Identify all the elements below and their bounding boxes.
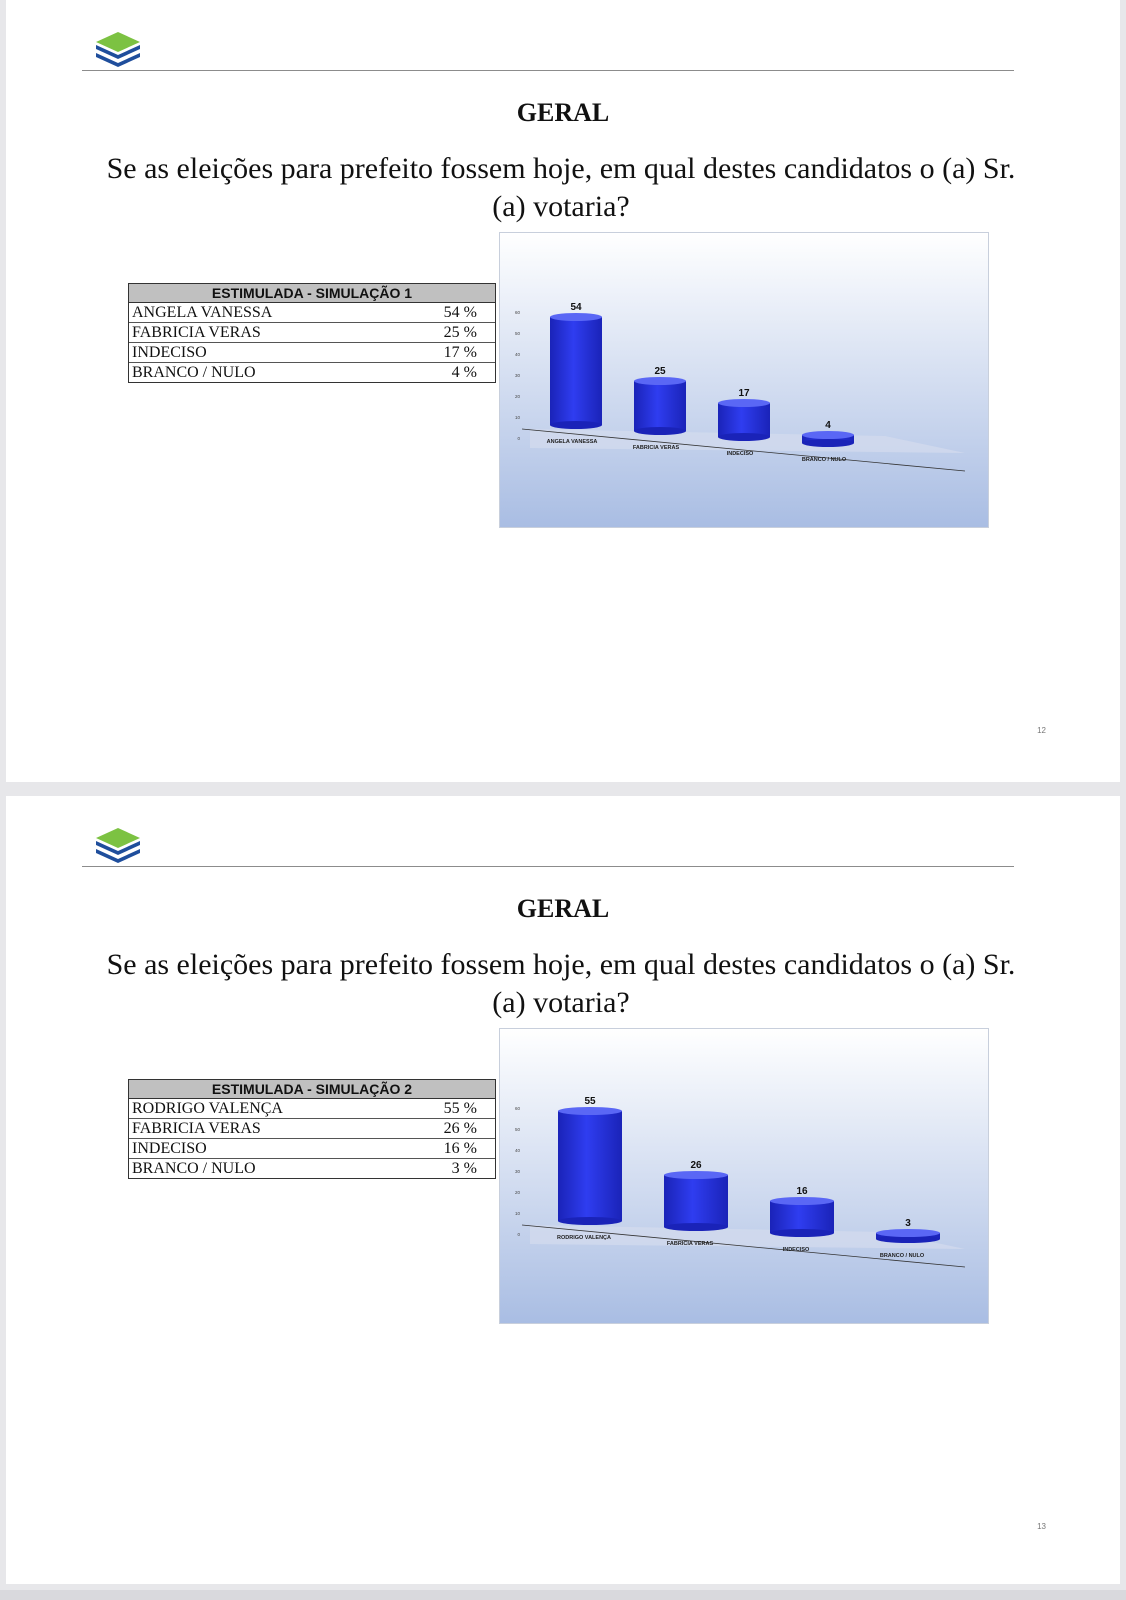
table-row (129, 1159, 495, 1178)
data-label: 54 (570, 302, 582, 313)
category-label: FABRICIA VERAS (632, 445, 680, 451)
bar-body (550, 317, 602, 425)
row-label: BRANCO / NULO (132, 364, 256, 381)
bar-top (802, 431, 854, 439)
bar-base (664, 1223, 728, 1231)
bar (550, 313, 602, 429)
table-row (129, 1139, 495, 1159)
category-label: RODRIGO VALENÇA (557, 1235, 611, 1241)
question-text: Se as eleições para prefeito fossem hoje, em qual destes candidatos o (a) Sr. (a) votaria? (106, 152, 1016, 223)
table-row (129, 363, 495, 382)
y-tick-label: 40 (514, 352, 520, 357)
bar-top (664, 1171, 728, 1179)
row-label: INDECISO (132, 344, 207, 361)
bar (876, 1229, 940, 1243)
table-header: ESTIMULADA - SIMULAÇÃO 2 (129, 1080, 495, 1099)
category-label: INDECISO (726, 451, 754, 457)
category-label: BRANCO / NULO (801, 457, 847, 463)
bar (664, 1171, 728, 1231)
category-label: INDECISO (782, 1247, 810, 1253)
y-tick-label: 20 (514, 394, 520, 399)
bar-body (718, 403, 770, 437)
stacked-layers-logo-icon (90, 824, 146, 868)
bar-base (770, 1229, 834, 1237)
y-tick-label: 50 (514, 331, 520, 336)
row-label: RODRIGO VALENÇA (132, 1100, 283, 1117)
bar-body (664, 1175, 728, 1227)
bar-chart (499, 232, 989, 528)
row-label: FABRICIA VERAS (132, 324, 261, 341)
bar (770, 1197, 834, 1237)
bar-base (802, 439, 854, 447)
bar-base (634, 427, 686, 435)
bar-top (876, 1229, 940, 1237)
page-number: 13 (1037, 1522, 1046, 1531)
section-title: GERAL (516, 894, 610, 923)
data-label: 26 (690, 1160, 702, 1171)
bar-top (558, 1107, 622, 1115)
bar-base (718, 433, 770, 441)
row-label: ANGELA VANESSA (132, 304, 273, 321)
y-tick-label: 0 (517, 436, 520, 441)
bar (558, 1107, 622, 1225)
bar-base (550, 421, 602, 429)
data-label: 3 (905, 1218, 911, 1229)
row-value: 16 % (443, 1140, 477, 1157)
header-rule (82, 866, 1014, 867)
y-tick-label: 40 (514, 1148, 520, 1153)
table-row (129, 1099, 495, 1119)
row-label: BRANCO / NULO (132, 1160, 256, 1177)
data-label: 4 (825, 420, 831, 431)
bar (634, 377, 686, 435)
category-label: BRANCO / NULO (879, 1253, 925, 1259)
y-tick-label: 60 (514, 310, 520, 315)
y-tick-label: 60 (514, 1106, 520, 1111)
row-label: INDECISO (132, 1140, 207, 1157)
page-bottom-edge (0, 1590, 1126, 1600)
category-label: ANGELA VANESSA (546, 439, 598, 445)
question-text: Se as eleições para prefeito fossem hoje, em qual destes candidatos o (a) Sr. (a) votaria? (106, 948, 1016, 1019)
table-header: ESTIMULADA - SIMULAÇÃO 1 (129, 284, 495, 303)
row-value: 3 % (451, 1160, 477, 1177)
table-row (129, 343, 495, 363)
bar-body (634, 381, 686, 431)
y-tick-label: 10 (514, 415, 520, 420)
data-label: 25 (654, 366, 666, 377)
row-value: 54 % (443, 304, 477, 321)
bar-body (770, 1201, 834, 1233)
header-rule (82, 70, 1014, 71)
page-number: 12 (1037, 726, 1046, 735)
stacked-layers-logo-icon (90, 28, 146, 72)
table-row (129, 323, 495, 343)
row-value: 17 % (443, 344, 477, 361)
slide-2 (6, 796, 1120, 1584)
row-value: 25 % (443, 324, 477, 341)
bar-base (558, 1217, 622, 1225)
data-label: 17 (738, 388, 750, 399)
y-tick-label: 30 (514, 1169, 520, 1174)
bar-body (558, 1111, 622, 1221)
row-label: FABRICIA VERAS (132, 1120, 261, 1137)
y-tick-label: 50 (514, 1127, 520, 1132)
y-tick-label: 30 (514, 373, 520, 378)
category-label: FABRICIA VERAS (666, 1241, 714, 1247)
results-table (128, 283, 496, 383)
bar-chart (499, 1028, 989, 1324)
bar-top (550, 313, 602, 321)
y-tick-label: 20 (514, 1190, 520, 1195)
table-row (129, 303, 495, 323)
row-value: 4 % (451, 364, 477, 381)
y-tick-label: 0 (517, 1232, 520, 1237)
bar-top (770, 1197, 834, 1205)
table-row (129, 1119, 495, 1139)
bar-top (634, 377, 686, 385)
y-tick-label: 10 (514, 1211, 520, 1216)
row-value: 55 % (443, 1100, 477, 1117)
bar (802, 431, 854, 447)
bar (718, 399, 770, 441)
results-table (128, 1079, 496, 1179)
section-title: GERAL (516, 98, 610, 127)
data-label: 16 (796, 1186, 808, 1197)
slide-1 (6, 0, 1120, 782)
bar-top (718, 399, 770, 407)
data-label: 55 (584, 1096, 596, 1107)
row-value: 26 % (443, 1120, 477, 1137)
